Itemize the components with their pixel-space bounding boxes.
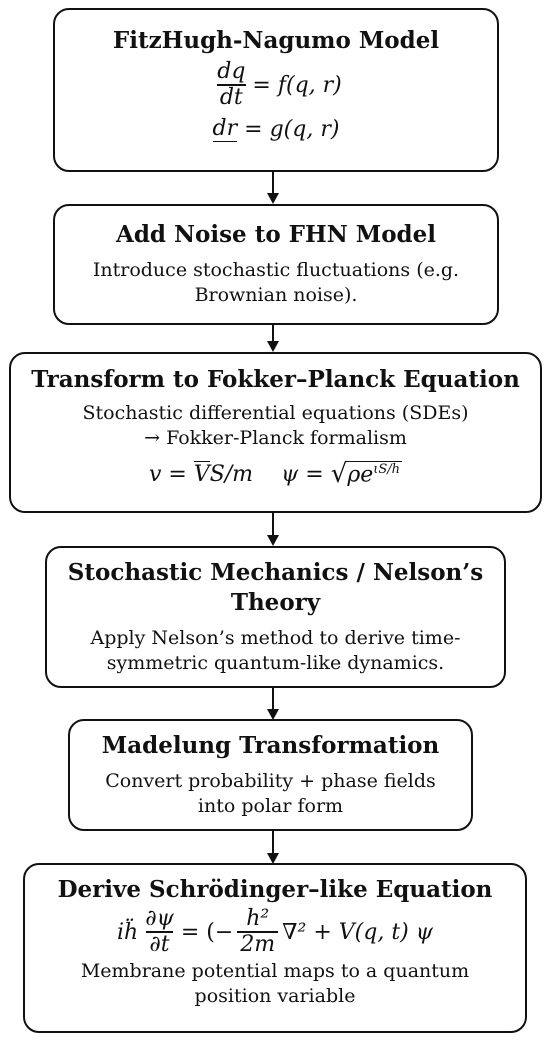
frac-numerator: h² — [246, 906, 270, 931]
box-description-line: position variable — [194, 985, 356, 1007]
box-title: Derive Schrödinger–like Equation — [57, 876, 493, 903]
v-bar: V — [193, 462, 210, 487]
equation-rhs: g(q, r) — [269, 116, 340, 142]
box-title: Stochastic Mechanics / Nelson’s — [67, 559, 484, 586]
add-noise-box — [53, 204, 499, 325]
box-description-line: Apply Nelson’s method to derive time- — [90, 627, 461, 649]
box-description-line: → Fokker-Planck formalism — [144, 427, 407, 449]
box-description-line: into polar form — [197, 795, 344, 817]
frac-numerator: ∂ψ — [145, 906, 174, 931]
box-description-line: Convert probability + phase fields — [105, 770, 436, 792]
frac-denominator: 2m — [237, 931, 278, 957]
nelson-theory-box — [45, 546, 506, 688]
equation-dq-dt: $\frac{dq}{dt}$ = f(q, r) — [55, 60, 497, 110]
madelung-box — [68, 719, 473, 831]
schrodinger-box — [23, 863, 527, 1033]
box-title: Theory — [230, 589, 321, 616]
box-description-line: Membrane potential maps to a quantum — [80, 960, 470, 982]
frac-denominator: ∂t — [146, 931, 172, 957]
box-description-line: Stochastic differential equations (SDEs) — [82, 402, 469, 424]
frac-numerator: dq — [217, 59, 246, 84]
equation-rhs: f(q, r) — [277, 72, 342, 98]
fokker-planck-box — [9, 352, 542, 513]
box-description-line: symmetric quantum-like dynamics. — [106, 652, 445, 674]
box-title: FitzHugh-Nagumo Model — [112, 27, 440, 54]
box-title: Madelung Transformation — [101, 732, 440, 759]
equation-lhs: dr — [212, 116, 238, 141]
schrodinger-equation: iḧ $\frac{\partial\psi}{\partial t}$ = (− $\frac{\text{h²}}{2m}$ ∇² + V(q, t) ψ — [117, 906, 433, 957]
frac-denominator: dt — [217, 84, 246, 110]
fhn-model-box — [53, 8, 499, 172]
velocity-and-wavefunction-equations: v = V S/m ψ = √ $\rho e^{\iota S/ℎ}$ — [148, 459, 401, 489]
box-description-line: Brownian noise). — [194, 284, 358, 306]
box-title: Add Noise to FHN Model — [115, 221, 437, 248]
equation-dr: dr = g(q, r) — [212, 116, 340, 142]
box-title: Transform to Fokker–Planck Equation — [31, 366, 520, 393]
box-description-line: Introduce stochastic fluctuations (e.g. — [92, 259, 460, 281]
